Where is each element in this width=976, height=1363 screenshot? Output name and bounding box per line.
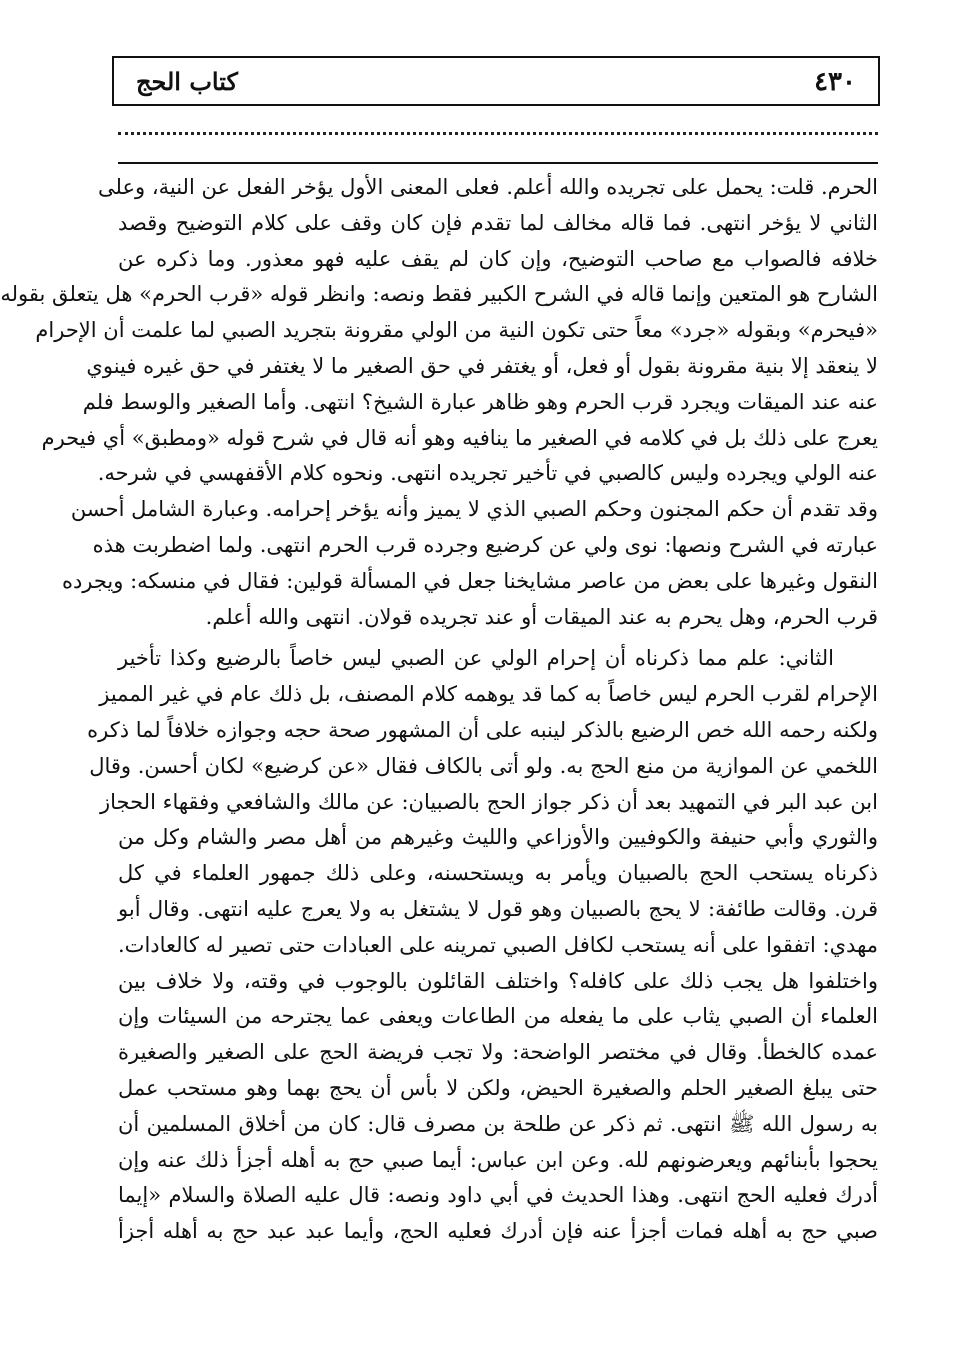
text-line: صبي حج به أهله فمات أجزأ عنه فإن أدرك فعليه الحج، وأيما عبد عبد حج به أهله أجزأ (118, 1219, 878, 1244)
horizontal-rule (118, 162, 878, 164)
text-line: مهدي: اتفقوا على أنه يستحب لكافل الصبي تمرينه على العبادات حتى تصير له كالعادات. (118, 932, 878, 957)
paragraph-1 (0, 170, 878, 635)
text-line: يعرج على ذلك بل في كلامه في الصغير ما ينافيه وهو أنه قال في شرح قوله «ومطبق» أي فيحرم (41, 425, 878, 450)
text-line: خلافه فالصواب مع صاحب التوضيح، وإن كان لم يقف عليه فهو معذور. وما ذكره عن (118, 246, 878, 271)
text-line: ولكنه رحمه الله خص الرضيع بالذكر لينبه على أن المشهور صحة حجه وجوازه خلافاً لما ذكره (87, 717, 878, 742)
text-line: الشارح هو المتعين وإنما قاله في الشرح الكبير فقط ونصه: وانظر قوله «قرب الحرم» هل يتعلق بقوله (0, 282, 878, 307)
text-line: واختلفوا هل يجب ذلك على كافله؟ واختلف القائلون بالوجوب في وقته، ولا خلاف بين (118, 968, 878, 993)
text-line: الإحرام لقرب الحرم ليس خاصاً به كما قد يوهمه كلام المصنف، بل ذلك عام في غير المميز (99, 682, 878, 707)
running-title: كتاب الحج (136, 67, 238, 96)
text-line: حتى يبلغ الصغير الحلم والصغيرة الحيض، ولكن لا بأس أن يحج بهما وهو مستحب عمل (118, 1075, 878, 1100)
text-line: عنه الولي ويجرده وليس كالصبي في تأخير تجريده انتهى. ونحوه كلام الأقفهسي في شرحه. (97, 461, 878, 486)
text-line: والثوري وأبي حنيفة والكوفيين والأوزاعي والليث وغيرهم من أهل مصر والشام وكل من (118, 825, 878, 850)
text-line: العلماء أن الصبي يثاب على ما يفعله من الطاعات ويعفى عما يجترحه من السيئات وإن (118, 1004, 878, 1029)
text-line: اللخمي عن الموازية من منع الحج به. ولو أتى بالكاف فقال «عن كرضيع» لكان أحسن. وقال (89, 753, 878, 778)
text-line: وقد تقدم أن حكم المجنون وحكم الصبي الذي لا يميز وأنه يؤخر إحرامه. وعبارة الشامل أحسن (70, 497, 878, 522)
main-text (0, 170, 878, 1250)
text-line: قرب الحرم، وهل يحرم به عند الميقات أو عند تجريده قولان. انتهى والله أعلم. (205, 604, 878, 629)
text-line: الثاني: علم مما ذكرناه أن إحرام الولي عن الصبي ليس خاصاً بالرضيع وكذا تأخير (118, 646, 834, 671)
text-line: الثاني لا يؤخر انتهى. فما قاله مخالف لما تقدم فإن كان وقف على كلام التوضيح وقصد (118, 210, 878, 235)
page-header (112, 56, 880, 106)
text-line: عنه عند الميقات ويجرد قرب الحرم وهو ظاهر عبارة الشيخ؟ انتهى. وأما الصغير والوسط فلم (82, 389, 878, 414)
page-number: ٤٣٠ (814, 67, 856, 97)
text-line: به رسول الله ﷺ انتهى. ثم ذكر عن طلحة بن مصرف قال: كان من أخلاق المسلمين أن (118, 1111, 878, 1136)
text-line: لا ينعقد إلا بنية مقرونة بقول أو فعل، أو يغتفر في حق الصغير ما لا يغتفر في حق غيره فينوي (86, 353, 878, 378)
text-line: الحرم. قلت: يحمل على تجريده والله أعلم. فعلى المعنى الأول يؤخر الفعل عن النية، وعلى (98, 175, 878, 199)
text-line: «فيحرم» وبقوله «جرد» معاً حتى تكون النية من الولي مقرونة بتجريد الصبي لما علمت أن الإحرام (35, 318, 878, 343)
text-line: قرن. وقالت طائفة: لا يحج بالصبيان وهو قول لا يشتغل به ولا يعرج عليه انتهى. وقال أبو (118, 896, 878, 921)
text-line: عبارته في الشرح ونصها: نوى ولي عن كرضيع وجرده قرب الحرم انتهى. ولما اضطربت هذه (92, 532, 878, 557)
dotted-separator (118, 118, 878, 135)
paragraph-2 (87, 641, 878, 1250)
text-line: ابن عبد البر في التمهيد بعد أن ذكر جواز الحج بالصبيان: عن مالك والشافعي وفقهاء الحجاز (100, 789, 878, 814)
text-line: أدرك فعليه الحج انتهى. وهذا الحديث في أبي داود ونصه: قال عليه الصلاة والسلام «إيما (118, 1183, 878, 1208)
text-line: يحجوا بأبنائهم ويعرضونهم لله. وعن ابن عباس: أيما صبي حج به أهله أجزأ ذلك عنه وإن (118, 1147, 878, 1172)
text-line: ذكرناه يستحب الحج بالصبيان ويأمر به ويستحسنه، وعلى ذلك جمهور العلماء في كل (118, 861, 878, 886)
text-line: النقول وغيرها على بعض من عاصر مشايخنا جعل في المسألة قولين: فقال في منسكه: ويجرده (61, 568, 878, 593)
text-line: عمده كالخطأ. وقال في مختصر الواضحة: ولا تجب فريضة الحج على الصغير والصغيرة (118, 1040, 878, 1065)
